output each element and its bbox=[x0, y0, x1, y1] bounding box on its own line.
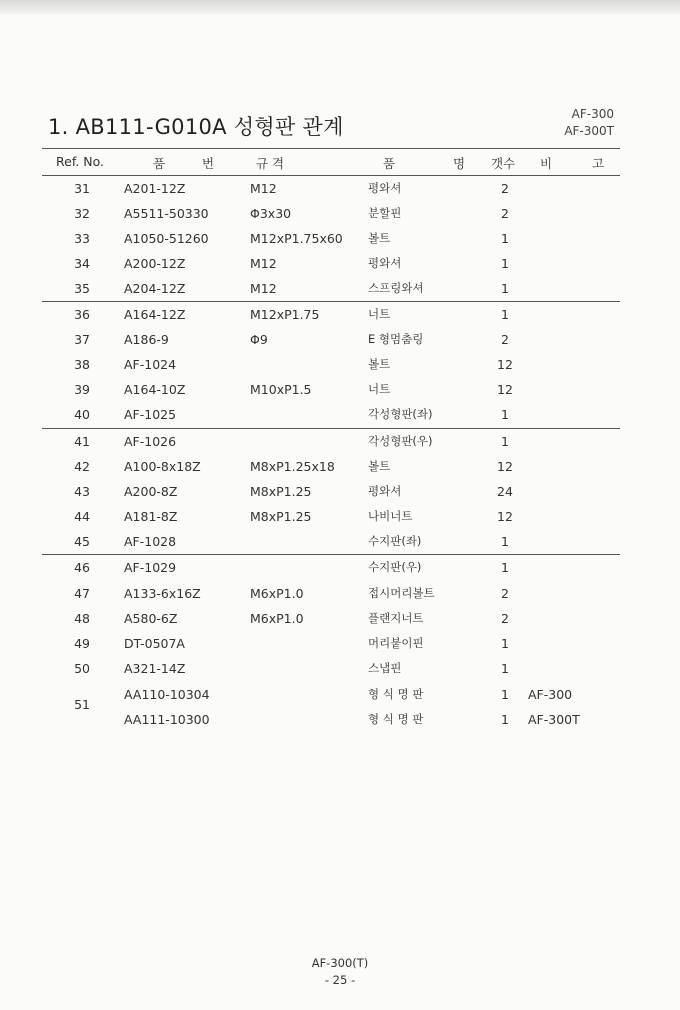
quantity: 12 bbox=[497, 459, 513, 474]
table-row bbox=[0, 707, 680, 732]
spec: M12xP1.75x60 bbox=[250, 231, 343, 246]
part-name: 머리붙이핀 bbox=[368, 636, 424, 650]
part-number: AA111-10300 bbox=[124, 712, 210, 727]
col-ref-header: Ref. No. bbox=[56, 154, 105, 169]
quantity: 1 bbox=[501, 636, 509, 651]
spec: M12 bbox=[250, 281, 277, 296]
table-row bbox=[0, 377, 680, 402]
table-row bbox=[0, 302, 680, 327]
part-name: 스프링와셔 bbox=[368, 281, 424, 295]
ref-no: 48 bbox=[74, 611, 90, 626]
quantity: 1 bbox=[501, 407, 509, 422]
part-number: A200-12Z bbox=[124, 256, 186, 271]
table-row bbox=[0, 251, 680, 276]
part-number: AF-1026 bbox=[124, 434, 177, 449]
part-number: A200-8Z bbox=[124, 484, 178, 499]
table-row bbox=[0, 226, 680, 251]
col-partno-header-b: 번 bbox=[202, 156, 215, 171]
ref-no: 50 bbox=[74, 661, 90, 676]
ref-no: 32 bbox=[74, 206, 90, 221]
part-name: 볼트 bbox=[368, 357, 391, 371]
footer-model: AF-300(T) bbox=[311, 956, 369, 970]
quantity: 1 bbox=[501, 256, 509, 271]
part-number: A133-6x16Z bbox=[124, 586, 201, 601]
spec: M10xP1.5 bbox=[250, 382, 312, 397]
col-name-header-a: 품 bbox=[383, 156, 396, 171]
part-number: AF-1028 bbox=[124, 534, 177, 549]
spec: M12xP1.75 bbox=[250, 307, 320, 322]
remark: AF-300T bbox=[528, 712, 580, 727]
quantity: 12 bbox=[497, 382, 513, 397]
ref-no: 36 bbox=[74, 307, 90, 322]
ref-no: 44 bbox=[74, 509, 90, 524]
scan-top-band bbox=[0, 0, 680, 14]
quantity: 2 bbox=[501, 332, 509, 347]
part-number: AA110-10304 bbox=[124, 687, 210, 702]
part-number: A186-9 bbox=[124, 332, 169, 347]
page-title: 1. AB111-G010A 성형판 관계 bbox=[48, 115, 344, 139]
col-note-header-a: 비 bbox=[540, 156, 553, 171]
spec: M8xP1.25 bbox=[250, 484, 312, 499]
table-row bbox=[0, 555, 680, 580]
table-row bbox=[0, 504, 680, 529]
part-name: 형 식 명 판 bbox=[368, 687, 424, 701]
part-number: A201-12Z bbox=[124, 181, 186, 196]
part-number: A1050-51260 bbox=[124, 231, 209, 246]
col-qty-header: 갯수 bbox=[491, 156, 516, 171]
quantity: 1 bbox=[501, 281, 509, 296]
part-number: AF-1029 bbox=[124, 560, 177, 575]
table-row bbox=[0, 429, 680, 454]
quantity: 2 bbox=[501, 586, 509, 601]
table-row bbox=[0, 682, 680, 707]
table-row bbox=[0, 656, 680, 681]
part-name: 스냅핀 bbox=[368, 661, 402, 675]
part-name: 나비너트 bbox=[368, 509, 413, 523]
spec: M12 bbox=[250, 256, 277, 271]
quantity: 2 bbox=[501, 181, 509, 196]
part-name: 접시머리볼트 bbox=[368, 586, 435, 600]
part-number: A204-12Z bbox=[124, 281, 186, 296]
spec: Φ3x30 bbox=[250, 206, 292, 221]
remark: AF-300 bbox=[528, 687, 573, 702]
quantity: 1 bbox=[501, 534, 509, 549]
ref-no: 31 bbox=[74, 181, 90, 196]
ref-no: 42 bbox=[74, 459, 90, 474]
table-row bbox=[0, 327, 680, 352]
table-row bbox=[0, 454, 680, 479]
quantity: 24 bbox=[497, 484, 513, 499]
spec: M8xP1.25x18 bbox=[250, 459, 335, 474]
part-name: E 형멈춤링 bbox=[368, 332, 424, 346]
part-number: A5511-50330 bbox=[124, 206, 209, 221]
spec: M8xP1.25 bbox=[250, 509, 312, 524]
part-name: 각성형판(좌) bbox=[368, 407, 433, 421]
part-name: 볼트 bbox=[368, 459, 391, 473]
part-number: A181-8Z bbox=[124, 509, 178, 524]
page-number: - 25 - bbox=[324, 973, 356, 987]
ref-no: 49 bbox=[74, 636, 90, 651]
ref-no: 35 bbox=[74, 281, 90, 296]
spec: M12 bbox=[250, 181, 277, 196]
model-label-1: AF-300 bbox=[571, 107, 614, 121]
part-name: 너트 bbox=[368, 307, 391, 321]
part-number: AF-1025 bbox=[124, 407, 177, 422]
quantity: 12 bbox=[497, 509, 513, 524]
col-partno-header-a: 품 bbox=[153, 156, 166, 171]
table-row bbox=[0, 176, 680, 201]
table-row bbox=[0, 479, 680, 504]
ref-no-51: 51 bbox=[74, 697, 90, 712]
part-name: 분할핀 bbox=[368, 206, 402, 220]
table-row bbox=[0, 276, 680, 301]
quantity: 12 bbox=[497, 357, 513, 372]
quantity: 1 bbox=[501, 307, 509, 322]
col-name-header-b: 명 bbox=[453, 156, 466, 171]
quantity: 1 bbox=[501, 560, 509, 575]
ref-no: 45 bbox=[74, 534, 90, 549]
ref-no: 46 bbox=[74, 560, 90, 575]
part-name: 수지판(좌) bbox=[368, 534, 422, 548]
part-number: A164-12Z bbox=[124, 307, 186, 322]
ref-no: 40 bbox=[74, 407, 90, 422]
ref-no: 38 bbox=[74, 357, 90, 372]
table-row bbox=[0, 529, 680, 554]
quantity: 1 bbox=[501, 434, 509, 449]
ref-no: 34 bbox=[74, 256, 90, 271]
ref-no: 41 bbox=[74, 434, 90, 449]
table-row bbox=[0, 606, 680, 631]
quantity: 2 bbox=[501, 206, 509, 221]
table-row bbox=[0, 402, 680, 427]
table-row bbox=[0, 581, 680, 606]
spec: M6xP1.0 bbox=[250, 586, 304, 601]
model-label-2: AF-300T bbox=[564, 124, 614, 138]
spec: M6xP1.0 bbox=[250, 611, 304, 626]
part-number: A164-10Z bbox=[124, 382, 186, 397]
part-number: A580-6Z bbox=[124, 611, 178, 626]
quantity: 1 bbox=[501, 231, 509, 246]
spec: Φ9 bbox=[250, 332, 268, 347]
part-name: 평와셔 bbox=[368, 484, 402, 498]
part-name: 볼트 bbox=[368, 231, 391, 245]
ref-no: 47 bbox=[74, 586, 90, 601]
col-spec-header: 규 격 bbox=[256, 156, 285, 171]
table-row bbox=[0, 631, 680, 656]
part-name: 평와셔 bbox=[368, 181, 402, 195]
ref-no: 43 bbox=[74, 484, 90, 499]
quantity: 1 bbox=[501, 687, 509, 702]
ref-no: 39 bbox=[74, 382, 90, 397]
table-row bbox=[0, 352, 680, 377]
part-name: 각성형판(우) bbox=[368, 434, 433, 448]
table-row bbox=[0, 201, 680, 226]
part-name: 너트 bbox=[368, 382, 391, 396]
quantity: 1 bbox=[501, 712, 509, 727]
part-number: A100-8x18Z bbox=[124, 459, 201, 474]
quantity: 1 bbox=[501, 661, 509, 676]
part-number: DT-0507A bbox=[124, 636, 185, 651]
part-name: 수지판(우) bbox=[368, 560, 422, 574]
part-name: 형 식 명 판 bbox=[368, 712, 424, 726]
part-number: AF-1024 bbox=[124, 357, 177, 372]
part-name: 플랜지너트 bbox=[368, 611, 424, 625]
quantity: 2 bbox=[501, 611, 509, 626]
col-note-header-b: 고 bbox=[592, 156, 605, 171]
ref-no: 33 bbox=[74, 231, 90, 246]
part-number: A321-14Z bbox=[124, 661, 186, 676]
table-top-rule bbox=[42, 148, 620, 149]
ref-no: 37 bbox=[74, 332, 90, 347]
part-name: 평와셔 bbox=[368, 256, 402, 270]
